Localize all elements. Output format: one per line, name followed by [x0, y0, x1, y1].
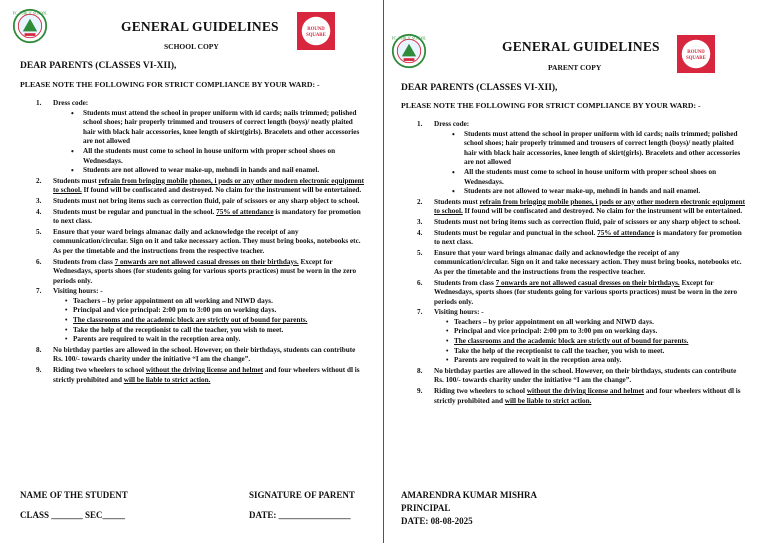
document-title: GENERAL GUIDELINES: [502, 39, 660, 54]
rule-bullet: • Parents are required to wait in the reception area only.: [446, 356, 747, 366]
rule-casual-dress: 6. Students from class 7 onwards are not allowed casual dresses on their birthdays. Except for Wednesdays, sports shoes (for students going for various sports practices) must be worn in the zero periods only.: [36, 257, 357, 285]
principal-name: AMARENDRA KUMAR MISHRA: [401, 490, 537, 500]
class-section-field: CLASS _______ SEC_____: [20, 510, 126, 520]
parent-copy-panel: [385, 0, 768, 543]
svg-text:SQUARE: SQUARE: [686, 55, 706, 61]
parent-signature-label: SIGNATURE OF PARENT: [249, 490, 355, 500]
rule-bullet: • Take the help of the receptionist to call the teacher, you wish to meet.: [446, 347, 747, 357]
rule-birthday: 8. No birthday parties are allowed in the school. However, on their birthdays, students can contribute Rs. 100/- towards charity under the initiative “I am the change”.: [36, 345, 356, 364]
guidelines-list: [36, 99, 366, 386]
rule-bullet: • All the students must come to school in house uniform with proper school shoes on Wednesdays.: [450, 168, 747, 187]
rule-attendance: 4. Students must be regular and punctual in the school. 75% of attendance is mandatory for promotion to next class.: [417, 228, 742, 247]
rule-sharp-objects: 3. Students must not bring items such as correction fluid, pair of scissors or any sharp object to school.: [417, 217, 741, 226]
copy-label: SCHOOL COPY: [164, 42, 219, 51]
rule-bullet: • Parents are required to wait in the reception area only.: [65, 335, 366, 345]
rule-bullet: • Teachers – by prior appointment on all working and NIWD days.: [446, 318, 747, 328]
rule-visiting-hours: 7. Visiting hours: - • Teachers – by prior appointment on all working and NIWD days. • Principal and vice principal: 2:00 pm to 3:00 pm on working days. • The classrooms and the academic block are strictly out of bound for parents. • Take the help of the receptionist to call the teacher, you wish to meet. • Parents are required to wait in the reception area only.: [417, 308, 747, 366]
school-logo: [12, 8, 48, 44]
round-square-logo: [297, 12, 335, 50]
compliance-notice: PLEASE NOTE THE FOLLOWING FOR STRICT COMPLIANCE BY YOUR WARD: -: [20, 80, 320, 89]
round-square-logo: [677, 35, 715, 73]
guidelines-list: [417, 120, 747, 407]
date-field: DATE: ________________: [249, 510, 351, 520]
page-divider: [383, 0, 384, 543]
compliance-notice: PLEASE NOTE THE FOLLOWING FOR STRICT COMPLIANCE BY YOUR WARD: -: [401, 101, 701, 110]
rule-electronics: 2. Students must refrain from bringing mobile phones, i pods or any other modern electronic equipment to school. If found will be confiscated and destroyed. No claim for the instrument will be entertained.: [417, 197, 746, 216]
greeting: DEAR PARENTS (CLASSES VI-XII),: [20, 61, 177, 71]
student-name-label: NAME OF THE STUDENT: [20, 490, 128, 500]
issue-date: DATE: 08-08-2025: [401, 516, 473, 526]
copy-label: PARENT COPY: [548, 63, 602, 72]
greeting: DEAR PARENTS (CLASSES VI-XII),: [401, 83, 558, 93]
svg-text:ROUND: ROUND: [307, 27, 325, 33]
principal-title: PRINCIPAL: [401, 503, 451, 513]
rule-bullet: • Principal and vice principal: 2:00 pm to 3:00 pm on working days.: [65, 306, 366, 316]
rule-bullet: • Students are not allowed to wear make-up, mehndi in hands and nail enamel.: [450, 187, 747, 197]
rule-bullet: • All the students must come to school in house uniform with proper school shoes on Wednesdays.: [69, 147, 366, 166]
school-logo: [391, 33, 427, 69]
rule-vehicles: 9. Riding two wheelers to school without the driving license and helmet and four wheelers without dl is strictly prohibited and will be liable to strict action.: [417, 387, 741, 405]
rule-casual-dress: 6. Students from class 7 onwards are not allowed casual dresses on their birthdays. Except for Wednesdays, sports shoes (for students going for various sports practices) must be worn in the zero periods only.: [417, 278, 738, 306]
logo-text: P.C. PUBLIC SCHOOL: [12, 11, 48, 16]
rule-almanac: 5. Ensure that your ward brings almanac daily and acknowledge the receipt of any communication/circular. Sign on it and take necessary action. They must bring books, notebooks etc. As per the timetable and the instructions from the respective teacher.: [417, 248, 742, 276]
rule-dress-code: 1. Dress code: • Students must attend the school in proper uniform with id cards; nails trimmed; polished school shoes; hair properly trimmed and trousers of correct length (boys)/ neatly plaited hair with black hair accessories, knee length of skirt(girls). Bracelets and other accessories are not allowed • All the students must come to school in house uniform with proper school shoes on Wednesdays. • Students are not allowed to wear make-up, mehndi in hands and nail enamel.: [36, 99, 366, 176]
rule-vehicles: 9. Riding two wheelers to school without the driving license and helmet and four wheelers without dl is strictly prohibited and will be liable to strict action.: [36, 366, 360, 384]
document-title: GENERAL GUIDELINES: [121, 19, 279, 34]
rule-almanac: 5. Ensure that your ward brings almanac daily and acknowledge the receipt of any communication/circular. Sign on it and take necessary action. They must bring books, notebooks etc. As per the timetable and the instructions from the respective teacher.: [36, 227, 361, 255]
rule-visiting-hours: 7. Visiting hours: - • Teachers – by prior appointment on all working and NIWD days. • Principal and vice principal: 2:00 pm to 3:00 pm on working days. • The classrooms and the academic block are strictly out of bound for parents. • Take the help of the receptionist to call the teacher, you wish to meet. • Parents are required to wait in the reception area only.: [36, 287, 366, 345]
logo-text: P.C. PUBLIC SCHOOL: [391, 36, 427, 41]
rule-bullet: • The classrooms and the academic block are strictly out of bound for parents.: [65, 316, 366, 326]
rule-birthday: 8. No birthday parties are allowed in the school. However, on their birthdays, students can contribute Rs. 100/- towards charity under the initiative “I am the change”.: [417, 366, 737, 385]
rule-bullet: • Principal and vice principal: 2:00 pm to 3:00 pm on working days.: [446, 327, 747, 337]
rule-sharp-objects: 3. Students must not bring items such as correction fluid, pair of scissors or any sharp object to school.: [36, 196, 360, 205]
rule-bullet: • Teachers – by prior appointment on all working and NIWD days.: [65, 297, 366, 307]
rule-bullet: • Students must attend the school in proper uniform with id cards; nails trimmed; polished school shoes; hair properly trimmed and trousers of correct length (boys)/ neatly plaited hair with black hair accessories, knee length of skirt(girls). Bracelets and other accessories are not allowed: [69, 109, 366, 147]
svg-text:ROUND: ROUND: [687, 50, 705, 56]
school-copy-panel: [0, 0, 383, 543]
rule-bullet: • Students are not allowed to wear make-up, mehndi in hands and nail enamel.: [69, 166, 366, 176]
rule-electronics: 2. Students must refrain from bringing mobile phones, i pods or any other modern electronic equipment to school. If found will be confiscated and destroyed. No claim for the instrument will be entertained.: [36, 176, 365, 195]
rule-bullet: • Students must attend the school in proper uniform with id cards; nails trimmed; polished school shoes; hair properly trimmed and trousers of correct length (boys)/ neatly plaited hair with black hair accessories, knee length of skirt(girls). Bracelets and other accessories are not allowed: [450, 130, 747, 168]
rule-bullet: • Take the help of the receptionist to call the teacher, you wish to meet.: [65, 326, 366, 336]
svg-text:SQUARE: SQUARE: [306, 32, 326, 38]
rule-attendance: 4. Students must be regular and punctual in the school. 75% of attendance is mandatory for promotion to next class.: [36, 207, 361, 226]
rule-bullet: • The classrooms and the academic block are strictly out of bound for parents.: [446, 337, 747, 347]
rule-dress-code: 1. Dress code: • Students must attend the school in proper uniform with id cards; nails trimmed; polished school shoes; hair properly trimmed and trousers of correct length (boys)/ neatly plaited hair with black hair accessories, knee length of skirt(girls). Bracelets and other accessories are not allowed • All the students must come to school in house uniform with proper school shoes on Wednesdays. • Students are not allowed to wear make-up, mehndi in hands and nail enamel.: [417, 120, 747, 197]
